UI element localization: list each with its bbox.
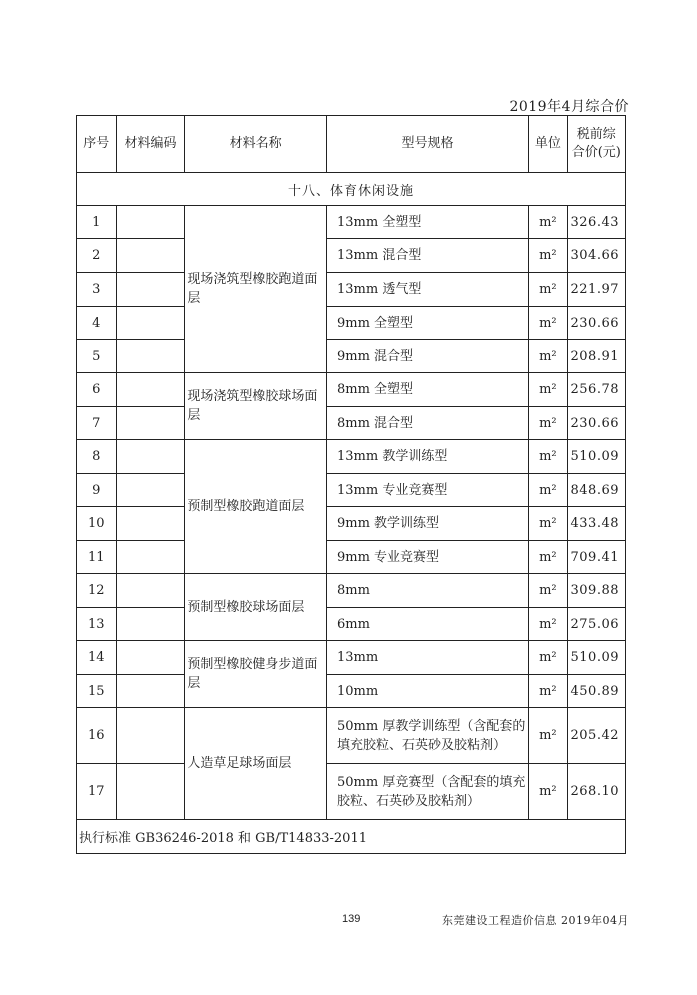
col-unit-header: 单位 [529,116,568,173]
row-unit: m² [529,273,568,307]
row-seq: 1 [77,206,117,239]
row-price: 450.89 [567,675,625,708]
row-unit: m² [529,764,568,820]
table-row [77,675,626,708]
row-unit: m² [529,440,568,474]
footnote-row [77,820,626,854]
price-date-label: 2019年4月综合价 [509,99,629,115]
row-spec: 6mm [327,608,529,641]
standard-footnote: 执行标准 GB36246-2018 和 GB/T14833-2011 [77,820,626,854]
row-price: 230.66 [567,307,625,340]
row-spec: 9mm 全塑型 [327,307,529,340]
row-unit: m² [529,340,568,373]
row-price: 326.43 [567,206,625,239]
row-code [116,239,185,273]
col-seq-header: 序号 [77,116,117,173]
row-code [116,608,185,641]
row-spec: 10mm [327,675,529,708]
row-price: 221.97 [567,273,625,307]
row-seq: 7 [77,407,117,440]
table-row [77,507,626,541]
table-row [77,608,626,641]
row-price: 205.42 [567,708,625,764]
row-unit: m² [529,373,568,407]
table-row [77,641,626,675]
table-row [77,708,626,764]
row-code [116,708,185,764]
row-code [116,440,185,474]
row-code [116,340,185,373]
row-seq: 13 [77,608,117,641]
row-code [116,273,185,307]
row-code [116,507,185,541]
row-unit: m² [529,239,568,273]
row-price: 268.10 [567,764,625,820]
col-price-header-line2: 合价(元) [571,145,621,160]
table-row [77,273,626,307]
row-code [116,373,185,407]
table-row [77,541,626,574]
row-spec: 9mm 专业竞赛型 [327,541,529,574]
row-spec: 9mm 混合型 [327,340,529,373]
row-spec: 8mm 全塑型 [327,373,529,407]
row-price: 275.06 [567,608,625,641]
section-row [77,173,626,206]
row-code [116,206,185,239]
table-row [77,206,626,239]
row-price: 510.09 [567,440,625,474]
row-spec: 13mm 透气型 [327,273,529,307]
row-spec: 8mm [327,574,529,608]
row-price: 309.88 [567,574,625,608]
row-unit: m² [529,574,568,608]
publication-title: 东莞建设工程造价信息 2019年04月 [442,914,629,927]
group-name: 现场浇筑型橡胶跑道面层 [185,206,327,373]
row-seq: 14 [77,641,117,675]
row-price: 208.91 [567,340,625,373]
row-unit: m² [529,507,568,541]
row-price: 230.66 [567,407,625,440]
row-seq: 4 [77,307,117,340]
row-seq: 3 [77,273,117,307]
table-row [77,574,626,608]
row-unit: m² [529,307,568,340]
row-spec: 50mm 厚教学训练型（含配套的填充胶粒、石英砂及胶粘剂） [327,708,529,764]
row-unit: m² [529,474,568,507]
row-code [116,641,185,675]
row-code [116,541,185,574]
row-unit: m² [529,608,568,641]
table-row [77,340,626,373]
row-price: 304.66 [567,239,625,273]
row-seq: 15 [77,675,117,708]
row-code [116,407,185,440]
row-seq: 16 [77,708,117,764]
col-spec-header: 型号规格 [327,116,529,173]
row-code [116,474,185,507]
row-spec: 13mm 混合型 [327,239,529,273]
row-code [116,307,185,340]
table-row [77,307,626,340]
table-row [77,373,626,407]
row-spec: 13mm 教学训练型 [327,440,529,474]
row-price: 848.69 [567,474,625,507]
row-seq: 6 [77,373,117,407]
table-row [77,764,626,820]
col-code-header: 材料编码 [116,116,185,173]
row-code [116,675,185,708]
row-seq: 10 [77,507,117,541]
row-unit: m² [529,708,568,764]
row-seq: 8 [77,440,117,474]
row-spec: 50mm 厚竞赛型（含配套的填充胶粒、石英砂及胶粘剂） [327,764,529,820]
row-unit: m² [529,675,568,708]
table-row [77,474,626,507]
group-name: 现场浇筑型橡胶球场面层 [185,373,327,440]
row-seq: 5 [77,340,117,373]
col-price-header [567,116,625,173]
row-code [116,764,185,820]
row-spec: 8mm 混合型 [327,407,529,440]
row-seq: 9 [77,474,117,507]
col-name-header: 材料名称 [185,116,327,173]
row-unit: m² [529,206,568,239]
row-code [116,574,185,608]
row-spec: 13mm [327,641,529,675]
section-title: 十八、体育休闲设施 [77,173,626,206]
row-unit: m² [529,407,568,440]
row-seq: 11 [77,541,117,574]
row-price: 256.78 [567,373,625,407]
row-price: 709.41 [567,541,625,574]
group-name: 人造草足球场面层 [185,708,327,820]
group-name: 预制型橡胶健身步道面层 [185,641,327,708]
group-name: 预制型橡胶跑道面层 [185,440,327,574]
row-unit: m² [529,641,568,675]
row-spec: 9mm 教学训练型 [327,507,529,541]
table-header-row [77,116,626,173]
row-price: 433.48 [567,507,625,541]
page-number: 139 [342,913,361,925]
row-seq: 12 [77,574,117,608]
row-seq: 17 [77,764,117,820]
row-spec: 13mm 全塑型 [327,206,529,239]
row-price: 510.09 [567,641,625,675]
row-spec: 13mm 专业竞赛型 [327,474,529,507]
table-row [77,440,626,474]
group-name: 预制型橡胶球场面层 [185,574,327,641]
row-unit: m² [529,541,568,574]
row-seq: 2 [77,239,117,273]
table-row [77,407,626,440]
table-row [77,239,626,273]
price-table [76,115,626,854]
col-price-header-line1: 税前综 [576,127,616,142]
